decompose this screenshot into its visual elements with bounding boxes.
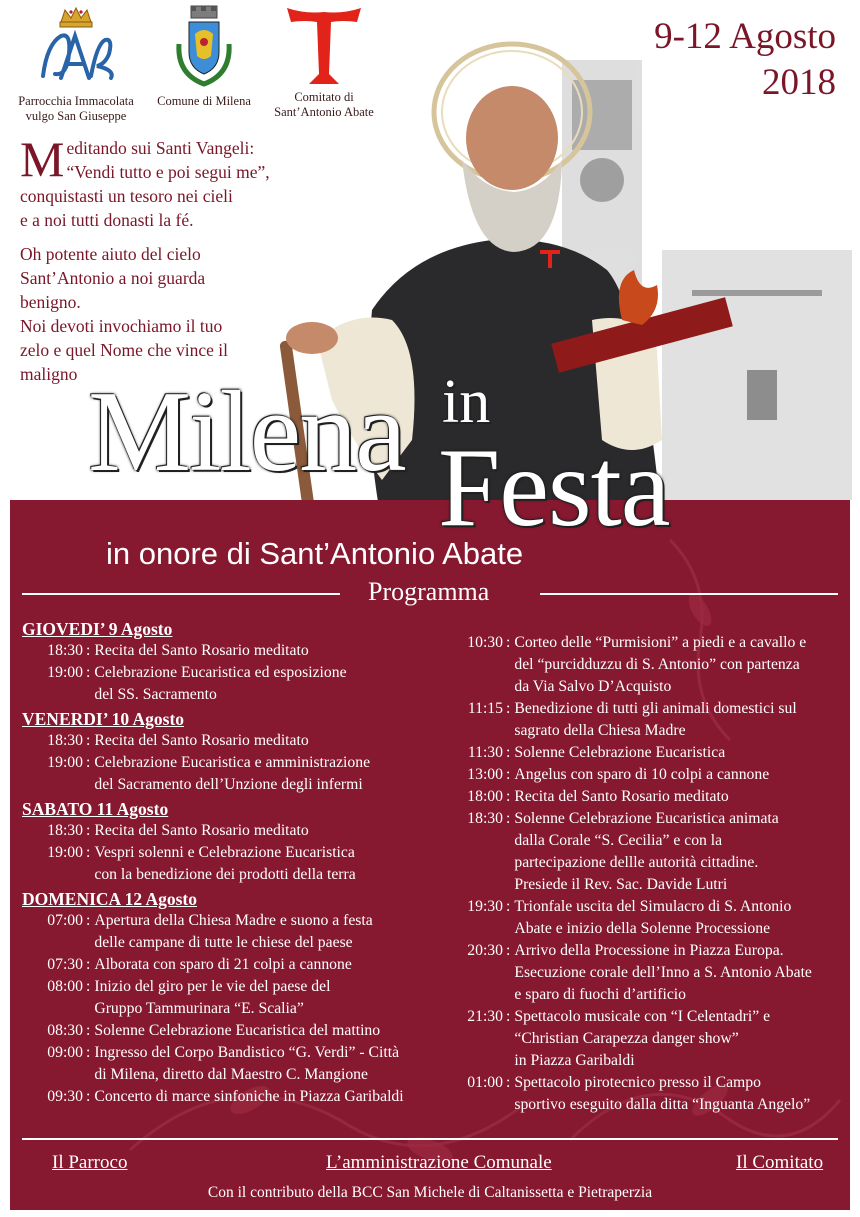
event-time: 09:00 bbox=[47, 1044, 83, 1061]
event-time: 18:00 bbox=[467, 788, 503, 805]
event-description: Alborata con sparo di 21 colpi a cannone bbox=[94, 956, 352, 973]
parish-caption: Parrocchia Immacolata vulgo San Giuseppe bbox=[18, 94, 134, 123]
schedule-item bbox=[22, 1042, 442, 1086]
event-description: Arrivo della Processione in Piazza Europa. Esecuzione corale dell’Inno a S. Antonio Abate e sparo di fuochi d’artificio bbox=[514, 942, 812, 1003]
event-time: 08:30 bbox=[47, 1022, 83, 1039]
schedule-item bbox=[448, 698, 846, 742]
event-description: Celebrazione Eucaristica ed esposizione del SS. Sacramento bbox=[94, 664, 347, 703]
schedule-item bbox=[22, 752, 442, 796]
signature-comitato: Il Comitato bbox=[736, 1152, 824, 1173]
event-description: Celebrazione Eucaristica e amministrazione del Sacramento dell’Unzione degli infermi bbox=[94, 754, 371, 793]
event-description: Solenne Celebrazione Eucaristica bbox=[514, 744, 726, 761]
time-separator: : bbox=[506, 898, 511, 915]
event-description: Solenne Celebrazione Eucaristica animata dalla Corale “S. Cecilia” e con la partecipazione dellle autorità cittadine. Presiede il Rev. Sac. Davide Lutri bbox=[514, 810, 779, 893]
event-dates bbox=[654, 14, 836, 106]
event-time: 19:00 bbox=[47, 754, 83, 771]
schedule-item bbox=[448, 940, 846, 1006]
schedule-item bbox=[22, 730, 442, 752]
divider-left bbox=[22, 593, 340, 595]
comune-caption: Comune di Milena bbox=[157, 94, 251, 108]
time-separator: : bbox=[86, 1044, 91, 1061]
time-separator: : bbox=[86, 822, 91, 839]
time-separator: : bbox=[86, 642, 91, 659]
schedule-item bbox=[22, 976, 442, 1020]
time-separator: : bbox=[506, 810, 511, 827]
event-description: Recita del Santo Rosario meditato bbox=[514, 788, 729, 805]
time-separator: : bbox=[86, 844, 91, 861]
event-description: Inizio del giro per le vie del paese del Gruppo Tammurinara “E. Scalia” bbox=[94, 978, 331, 1017]
event-description: Corteo delle “Purmisioni” a piedi e a cavallo e del “purcidduzzu di S. Antonio” con partenza da Via Salvo D’Acquisto bbox=[514, 634, 807, 695]
event-time: 11:30 bbox=[467, 744, 503, 761]
time-separator: : bbox=[506, 942, 511, 959]
event-time: 07:00 bbox=[47, 912, 83, 929]
event-description: Solenne Celebrazione Eucaristica del mattino bbox=[94, 1022, 381, 1039]
event-description: Ingresso del Corpo Bandistico “G. Verdi” - Città di Milena, diretto dal Maestro C. Mangione bbox=[94, 1044, 400, 1083]
time-separator: : bbox=[86, 664, 91, 681]
schedule-item bbox=[22, 954, 442, 976]
year: 2018 bbox=[762, 62, 836, 103]
event-description: Recita del Santo Rosario meditato bbox=[94, 732, 309, 749]
comune-logo bbox=[148, 4, 260, 109]
event-time: 19:00 bbox=[47, 844, 83, 861]
time-separator: : bbox=[86, 754, 91, 771]
sponsor-note: Con il contributo della BCC San Michele di Caltanissetta e Pietraperzia bbox=[207, 1184, 653, 1201]
schedule-item bbox=[22, 640, 442, 662]
time-separator: : bbox=[86, 1088, 91, 1105]
time-separator: : bbox=[86, 912, 91, 929]
day-heading: SABATO 11 Agosto bbox=[22, 799, 169, 819]
time-separator: : bbox=[506, 1074, 511, 1091]
time-separator: : bbox=[506, 634, 511, 651]
event-time: 10:30 bbox=[467, 634, 503, 651]
event-description: Spettacolo musicale con “I Celentadri” e “Christian Carapezza danger show” in Piazza Garibaldi bbox=[514, 1008, 771, 1069]
schedule-item bbox=[448, 808, 846, 896]
comitato-caption: Comitato di Sant’Antonio Abate bbox=[274, 90, 374, 119]
schedule-item bbox=[22, 910, 442, 954]
schedule-item bbox=[448, 786, 846, 808]
prayer-stanza-2: Oh potente aiuto del cielo Sant’Antonio a noi guarda benigno. Noi devoti invochiamo il tuo zelo e quel Nome che vince il maligno bbox=[20, 244, 228, 384]
time-separator: : bbox=[506, 1008, 511, 1025]
programma-heading: Programma bbox=[368, 577, 490, 606]
event-description: Spettacolo pirotecnico presso il Campo sportivo eseguito dalla ditta “Inguanta Angelo” bbox=[514, 1074, 811, 1113]
day-heading: VENERDI’ 10 Agosto bbox=[22, 709, 185, 729]
event-time: 21:30 bbox=[467, 1008, 503, 1025]
event-time: 08:00 bbox=[47, 978, 83, 995]
marian-monogram-icon bbox=[31, 4, 121, 90]
event-time: 19:00 bbox=[47, 664, 83, 681]
time-separator: : bbox=[86, 1022, 91, 1039]
event-time: 11:15 bbox=[467, 700, 503, 717]
time-separator: : bbox=[86, 978, 91, 995]
event-time: 09:30 bbox=[47, 1088, 83, 1105]
event-description: Recita del Santo Rosario meditato bbox=[94, 642, 309, 659]
prayer-stanza-1: editando sui Santi Vangeli: “Vendi tutto e poi segui me”, conquistasti un tesoro nei cieli e a noi tutti donasti la fé. bbox=[20, 138, 270, 230]
time-separator: : bbox=[506, 700, 511, 717]
event-description: Angelus con sparo di 10 colpi a cannone bbox=[514, 766, 770, 783]
schedule-item bbox=[448, 742, 846, 764]
event-time: 18:30 bbox=[47, 822, 83, 839]
time-separator: : bbox=[506, 766, 511, 783]
event-time: 07:30 bbox=[47, 956, 83, 973]
schedule-right bbox=[448, 632, 846, 1116]
event-description: Recita del Santo Rosario meditato bbox=[94, 822, 309, 839]
time-separator: : bbox=[86, 956, 91, 973]
schedule-item bbox=[22, 820, 442, 842]
schedule-item bbox=[22, 662, 442, 706]
schedule-item bbox=[448, 1006, 846, 1072]
parish-logo bbox=[8, 4, 144, 124]
event-time: 19:30 bbox=[467, 898, 503, 915]
event-time: 01:00 bbox=[467, 1074, 503, 1091]
date-range: 9-12 Agosto bbox=[654, 16, 836, 57]
signature-parroco: Il Parroco bbox=[52, 1152, 128, 1173]
day-heading: DOMENICA 12 Agosto bbox=[22, 889, 198, 909]
title-milena: Milena bbox=[88, 368, 405, 496]
event-description: Benedizione di tutti gli animali domestici sul sagrato della Chiesa Madre bbox=[514, 700, 797, 739]
schedule-item bbox=[448, 632, 846, 698]
schedule-item bbox=[448, 896, 846, 940]
schedule-item bbox=[448, 1072, 846, 1116]
event-description: Apertura della Chiesa Madre e suono a festa delle campane di tutte le chiese del paese bbox=[94, 912, 373, 951]
schedule-item bbox=[448, 764, 846, 786]
schedule-item bbox=[22, 1086, 442, 1108]
event-description: Trionfale uscita del Simulacro di S. Antonio Abate e inizio della Solenne Processione bbox=[514, 898, 792, 937]
time-separator: : bbox=[86, 732, 91, 749]
event-time: 18:30 bbox=[467, 810, 503, 827]
footer-divider bbox=[22, 1138, 838, 1140]
divider-right bbox=[540, 593, 838, 595]
event-time: 18:30 bbox=[47, 642, 83, 659]
event-description: Vespri solenni e Celebrazione Eucaristica con la benedizione dei prodotti della terra bbox=[94, 844, 356, 883]
schedule-left bbox=[22, 616, 442, 1108]
title-in: in bbox=[442, 368, 491, 436]
title-festa: Festa bbox=[438, 426, 670, 550]
subtitle: in onore di Sant’Antonio Abate bbox=[106, 536, 524, 571]
event-description: Concerto di marce sinfoniche in Piazza Garibaldi bbox=[94, 1088, 404, 1105]
drop-cap: M bbox=[20, 131, 65, 187]
time-separator: : bbox=[506, 788, 511, 805]
event-time: 13:00 bbox=[467, 766, 503, 783]
event-time: 18:30 bbox=[47, 732, 83, 749]
prayer-text bbox=[20, 131, 290, 396]
coat-of-arms-icon bbox=[173, 4, 235, 90]
event-time: 20:30 bbox=[467, 942, 503, 959]
day-heading: GIOVEDI’ 9 Agosto bbox=[22, 619, 173, 639]
time-separator: : bbox=[506, 744, 511, 761]
schedule-item bbox=[22, 842, 442, 886]
schedule-item bbox=[22, 1020, 442, 1042]
signature-amministrazione: L’amministrazione Comunale bbox=[326, 1152, 552, 1173]
